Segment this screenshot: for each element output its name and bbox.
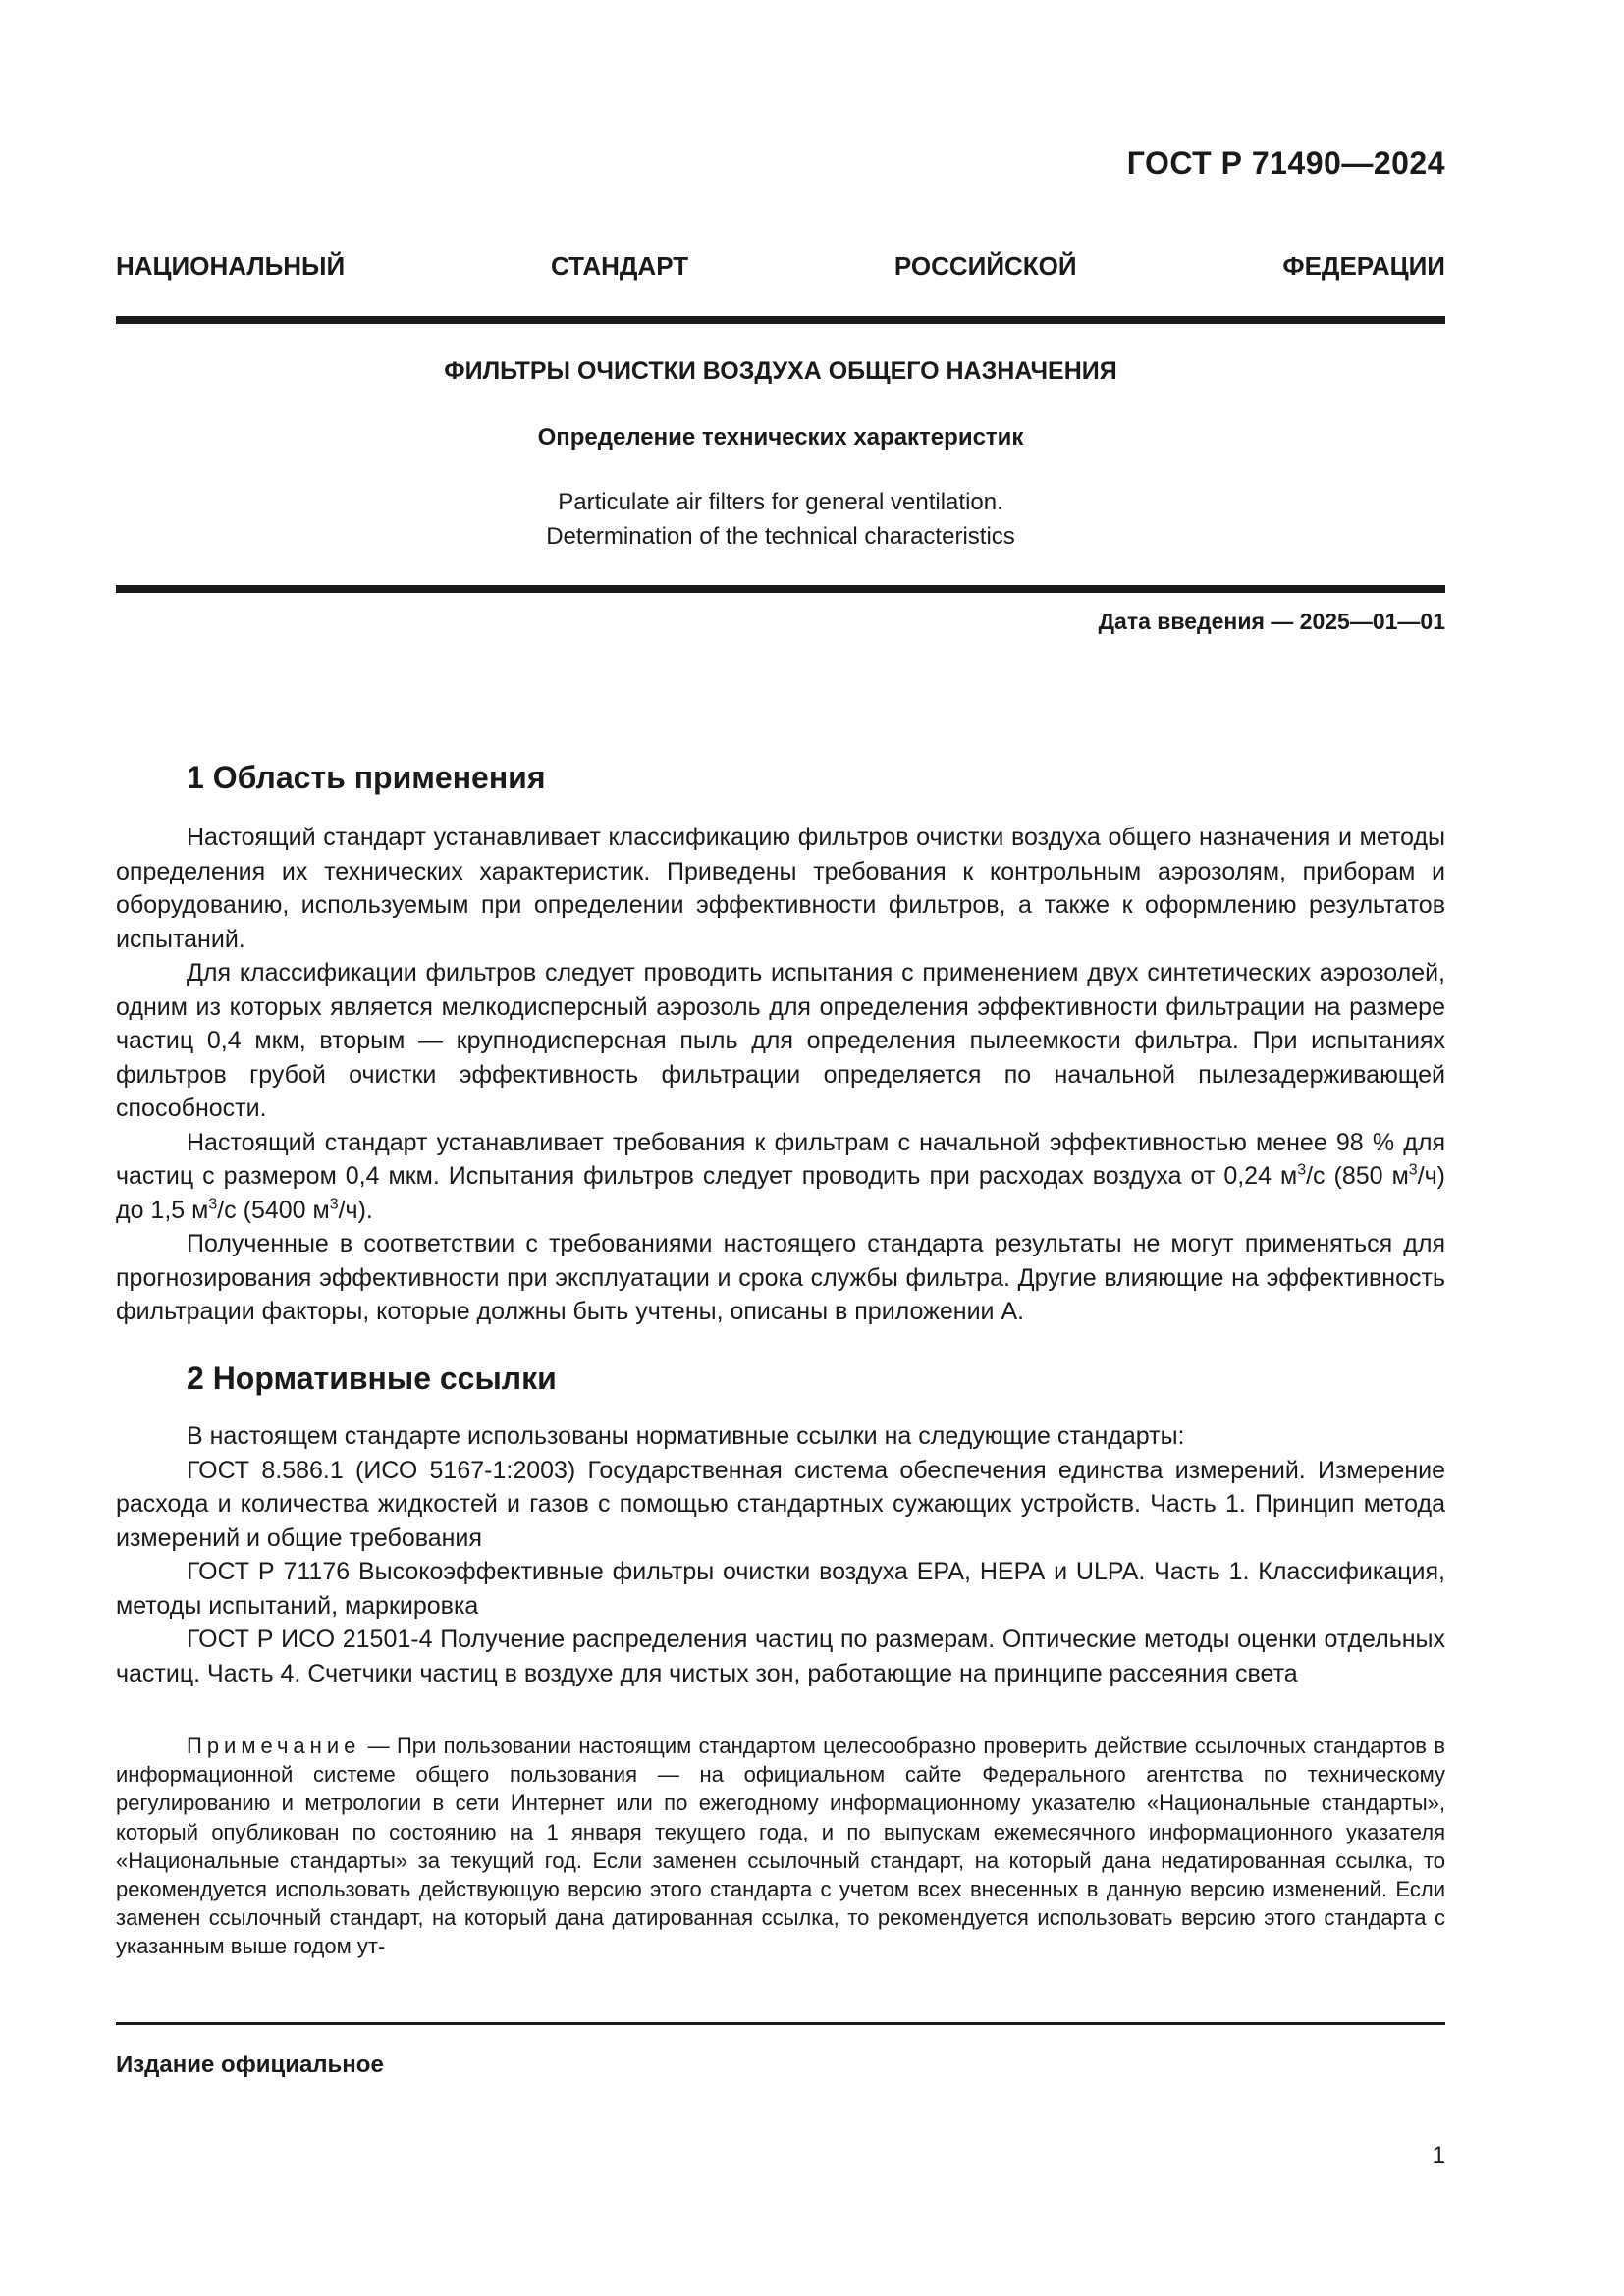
text-run: /ч) до 1,5 м [116,1162,1445,1224]
paragraph: В настоящем стандарте использованы нормативные ссылки на следующие стандарты: [187,1422,1185,1450]
note-text: — При пользовании настоящим стандартом целесообразно проверить действие ссылочных стандартов в информационной системе общего пользования — на официальном сайте Федерального агентства по техническому регулированию и метрологии в сети Интернет или по ежегодному информационному указателю «Национальные стандарты», который опубликован по состоянию на 1 января текущего года, и по выпускам ежемесячного информационного указателя «Национальные стандарты» за текущий год. Если заменен ссылочный стандарт, на который дана недатированная ссылка, то рекомендуется использовать действующую версию этого стандарта с учетом всех внесенных в данную версию изменений. Если заменен ссылочный стандарт, на который дана датированная ссылка, то рекомендуется использовать версию этого стандарта с указанным выше годом ут- [116,1734,1445,1959]
text-run: Настоящий стандарт устанавливает требования к фильтрам с начальной эффективностью менее 98 % для частиц с размером 0,4 мкм. Испытания фильтров следует проводить при расходах воздуха от 0,24 м [116,1128,1445,1190]
header-rule [116,316,1445,324]
document-code: ГОСТ Р 71490—2024 [1126,145,1445,181]
section-heading: 1 Область применения [187,760,546,795]
note-label: Примечание [187,1734,361,1758]
note-paragraph [116,1732,1445,1961]
english-title-line: Determination of the technical characteristics [546,523,1015,550]
section-body [116,1419,1445,1690]
footer-rule [116,2022,1445,2025]
superscript: 3 [208,1196,218,1213]
paragraph [116,1126,1445,1228]
title-rule [116,585,1445,593]
superscript: 3 [329,1196,339,1213]
paragraph: Для классификации фильтров следует проводить испытания с применением двух синтетических аэрозолей, одним из которых является мелкодисперсный аэрозоль для определения эффективности фильтрации на размере частиц 0,4 мкм, вторым — крупнодисперсная пыль для определения пылеемкости фильтра. При испытаниях фильтров грубой очистки эффективность фильтрации определяется по начальной пылезадерживающей способности. [116,959,1445,1122]
english-title-line: Particulate air filters for general ventilation. [558,489,1003,515]
introduction-date: Дата введения — 2025—01—01 [1098,609,1445,634]
paragraph: Полученные в соответствии с требованиями настоящего стандарта результаты не могут применяться для прогнозирования эффективности при эксплуатации и срока службы фильтра. Другие влияющие на эффективность фильтрации факторы, которые должны быть учтены, описаны в приложении А. [116,1230,1445,1325]
edition-label: Издание официальное [116,2052,384,2078]
document-title: ФИЛЬТРЫ ОЧИСТКИ ВОЗДУХА ОБЩЕГО НАЗНАЧЕНИЯ [444,357,1117,385]
document-subtitle: Определение технических характеристик [537,424,1024,451]
section-heading: 2 Нормативные ссылки [187,1361,557,1396]
text-run: /ч). [338,1196,373,1224]
paragraph: Настоящий стандарт устанавливает классификацию фильтров очистки воздуха общего назначения и методы определения их технических характеристик. Приведены требования к контрольным аэрозолям, приборам и оборудованию, используемым при определении эффективности фильтров, а также к оформлению результатов испытаний. [116,824,1445,953]
text-run: /с (850 м [1306,1162,1409,1190]
national-standard-banner: НАЦИОНАЛЬНЫЙ СТАНДАРТ РОССИЙСКОЙ ФЕДЕРАЦИИ [116,251,1445,281]
section-body [116,821,1445,1329]
superscript: 3 [1297,1161,1307,1179]
paragraph: ГОСТ Р ИСО 21501-4 Получение распределения частиц по размерам. Оптические методы оценки отдельных частиц. Часть 4. Счетчики частиц в воздухе для чистых зон, работающие на принципе рассеяния света [116,1626,1445,1687]
superscript: 3 [1408,1161,1418,1179]
paragraph: ГОСТ Р 71176 Высокоэффективные фильтры очистки воздуха ЕРА, НЕРА и ULPA. Часть 1. Классификация, методы испытаний, маркировка [116,1558,1445,1620]
note-block [116,1732,1445,1961]
english-title [116,485,1445,554]
page-number: 1 [1432,2142,1445,2168]
paragraph: ГОСТ 8.586.1 (ИСО 5167-1:2003) Государственная система обеспечения единства измерений. Измерение расхода и количества жидкостей и газов с помощью стандартных сужающих устройств. Часть 1. Принцип метода измерений и общие требования [116,1456,1445,1552]
text-run: /с (5400 м [217,1196,330,1224]
